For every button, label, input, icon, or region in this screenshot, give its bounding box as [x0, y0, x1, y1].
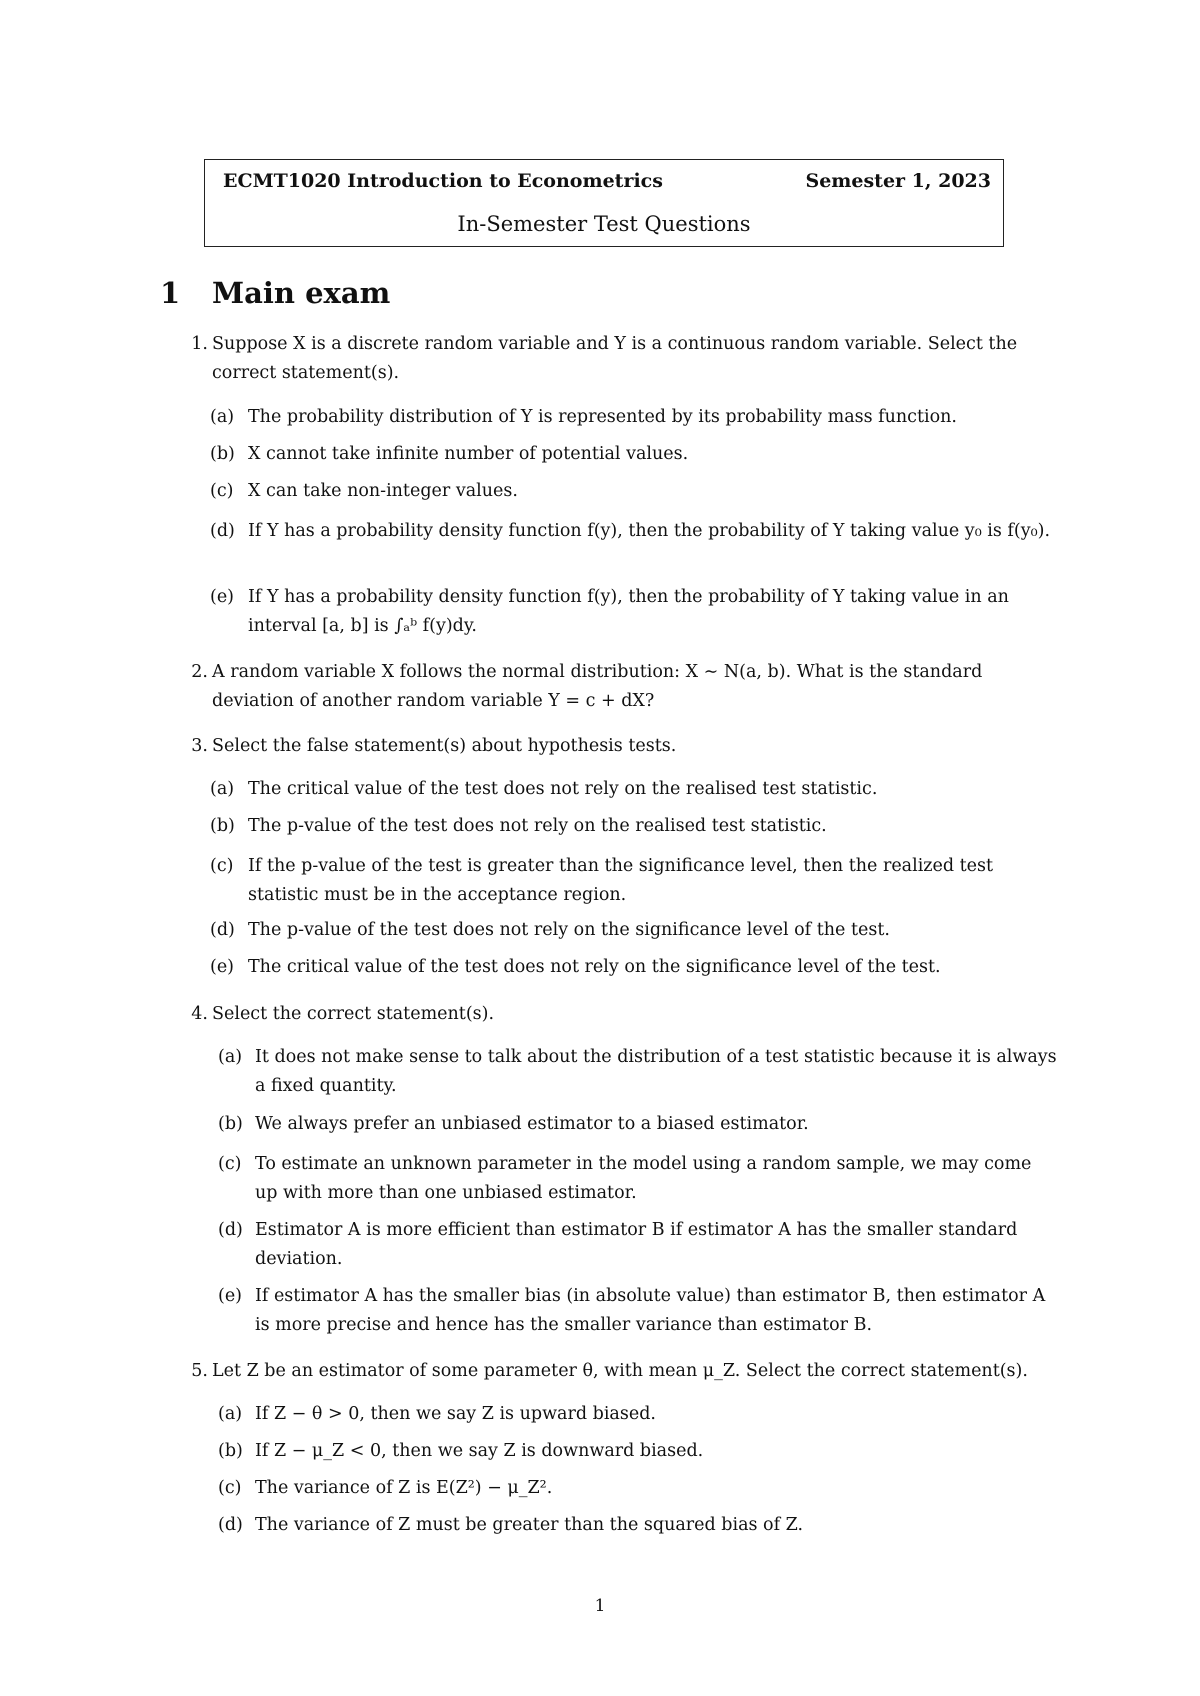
option-text: We always prefer an unbiased estimator to a biased estimator. [255, 1114, 809, 1134]
option-text: The variance of Z must be greater than the squared bias of Z. [255, 1515, 804, 1535]
option-text: The critical value of the test does not rely on the significance level of the test. [248, 957, 941, 977]
option-4a [218, 1043, 1058, 1101]
question-4 [186, 1000, 1048, 1029]
question-text: Suppose X is a discrete random variable and Y is a continuous random variable. Select the correct statement(s). [212, 334, 1018, 383]
option-text: To estimate an unknown parameter in the model using a random sample, we may come up with more than one unbiased estimator. [255, 1154, 1032, 1203]
question-text: Let Z be an estimator of some parameter θ, with mean μ_Z. Select the correct statement(s). [212, 1361, 1028, 1381]
option-label: (e) [210, 957, 235, 977]
option-3d [210, 916, 1050, 945]
option-label: (b) [218, 1114, 243, 1134]
option-4e [218, 1282, 1058, 1340]
option-5c [218, 1474, 1058, 1503]
question-2 [186, 658, 1048, 716]
option-label: (c) [218, 1478, 242, 1498]
option-label: (b) [210, 816, 235, 836]
section-heading [160, 276, 390, 310]
semester-label: Semester 1, 2023 [805, 170, 991, 192]
option-3c [210, 852, 1050, 910]
option-label: (c) [210, 856, 234, 876]
header-box [204, 159, 1004, 247]
option-label: (a) [218, 1404, 243, 1424]
course-title: ECMT1020 Introduction to Econometrics [223, 170, 663, 192]
question-text: A random variable X follows the normal distribution: X ∼ N(a, b). What is the standard deviation of another random variable Y = c + dX? [212, 662, 983, 711]
option-text: Estimator A is more efficient than estimator B if estimator A has the smaller standard deviation. [255, 1220, 1018, 1269]
section-number: 1 [160, 276, 181, 310]
question-number: 2. [191, 662, 208, 682]
option-label: (a) [218, 1047, 243, 1067]
option-3a [210, 775, 1050, 804]
option-label: (d) [218, 1515, 243, 1535]
test-title: In-Semester Test Questions [457, 212, 751, 236]
option-5a [218, 1400, 1058, 1429]
option-5d [218, 1511, 1058, 1540]
option-4c [218, 1150, 1058, 1208]
option-text: The p-value of the test does not rely on the realised test statistic. [248, 816, 827, 836]
option-label: (d) [210, 521, 235, 541]
question-5 [186, 1357, 1048, 1386]
option-text: The variance of Z is E(Z²) − μ_Z². [255, 1478, 553, 1498]
question-number: 3. [191, 736, 208, 756]
option-label: (d) [210, 920, 235, 940]
option-text: If Z − μ_Z < 0, then we say Z is downward biased. [255, 1441, 704, 1461]
option-1c [210, 477, 1050, 506]
option-text: It does not make sense to talk about the distribution of a test statistic because it is always a fixed quantity. [255, 1047, 1057, 1096]
option-4b [218, 1110, 1058, 1139]
section-title: Main exam [212, 276, 391, 310]
option-text: X cannot take infinite number of potential values. [248, 444, 689, 464]
option-text: The critical value of the test does not rely on the realised test statistic. [248, 779, 878, 799]
option-label: (e) [218, 1286, 243, 1306]
option-1e [210, 583, 1050, 641]
option-1a [210, 403, 1050, 432]
option-1d [210, 517, 1050, 546]
option-text: If Z − θ > 0, then we say Z is upward biased. [255, 1404, 656, 1424]
question-3 [186, 732, 1048, 761]
option-1b [210, 440, 1050, 469]
option-text: If estimator A has the smaller bias (in absolute value) than estimator B, then estimator A is more precise and hence has the smaller variance than estimator B. [255, 1286, 1046, 1335]
question-text: Select the correct statement(s). [212, 1004, 495, 1024]
option-text: If the p-value of the test is greater than the significance level, then the realized test statistic must be in the acceptance region. [248, 856, 994, 905]
option-label: (c) [218, 1154, 242, 1174]
option-label: (a) [210, 407, 235, 427]
question-number: 5. [191, 1361, 208, 1381]
option-label: (d) [218, 1220, 243, 1240]
option-text: If Y has a probability density function f(y), then the probability of Y taking value y₀ is f(y₀). [248, 521, 1051, 541]
question-1 [186, 330, 1048, 388]
option-text: X can take non-integer values. [248, 481, 518, 501]
option-label: (c) [210, 481, 234, 501]
option-label: (b) [210, 444, 235, 464]
page-number: 1 [594, 1596, 606, 1616]
option-4d [218, 1216, 1058, 1274]
option-text: The probability distribution of Y is represented by its probability mass function. [248, 407, 957, 427]
question-number: 4. [191, 1004, 208, 1024]
question-text: Select the false statement(s) about hypothesis tests. [212, 736, 677, 756]
option-5b [218, 1437, 1058, 1466]
option-3b [210, 812, 1050, 841]
option-text: The p-value of the test does not rely on the significance level of the test. [248, 920, 890, 940]
option-label: (e) [210, 587, 235, 607]
option-text: If Y has a probability density function f(y), then the probability of Y taking value in an interval [a, b] is ∫ₐᵇ f(y)dy. [248, 587, 1009, 636]
option-3e [210, 953, 1050, 982]
option-label: (b) [218, 1441, 243, 1461]
option-label: (a) [210, 779, 235, 799]
question-number: 1. [191, 334, 208, 354]
